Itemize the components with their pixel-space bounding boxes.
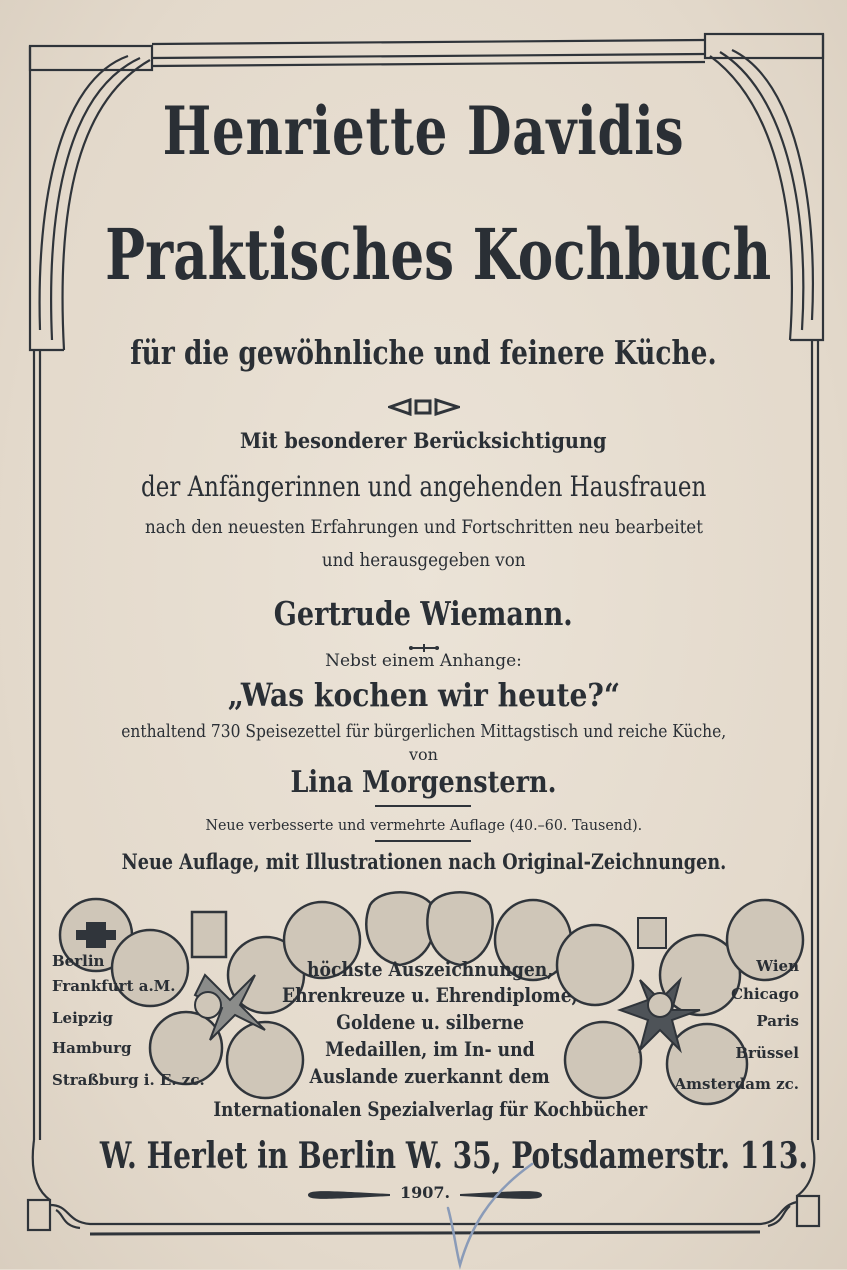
edited-line-1: nach den neuesten Erfahrungen und Fortschritten neu bearbeitet [144,516,703,538]
illustration-note: Neue Auflage, mit Illustrationen nach Original-Zeichnungen. [121,849,726,874]
consideration-line-1: Mit besonderer Berücksichtigung [240,428,607,453]
awards-line: Medaillen, im In- und [325,1037,535,1061]
city-right: Chicago [731,985,799,1003]
editor-name: Gertrude Wiemann. [274,594,573,633]
awards-line: Auslande zuerkannt dem [309,1064,551,1088]
awards-publisher-line: Internationalen Spezialverlag für Kochbücher [213,1097,647,1121]
appendix-author: Lina Morgenstern. [290,765,557,800]
consideration-line-2: der Anfängerinnen und angehenden Hausfrauen [140,470,707,503]
awards-line: Goldene u. silberne [336,1010,524,1034]
edited-line-2: und herausgegeben von [321,549,526,571]
awards-line: Ehrenkreuze u. Ehrendiplome, [282,983,578,1007]
appendix-by: von [409,745,438,764]
city-right: Brüssel [735,1044,799,1062]
book-title: Praktisches Kochbuch [105,213,772,296]
appendix-title: „Was kochen wir heute?“ [227,676,620,714]
city-right: Amsterdam zc. [674,1075,799,1093]
author-title: Henriette Davidis [162,92,685,170]
city-left: Hamburg [52,1039,132,1057]
city-left: Straßburg i. E. zc. [52,1071,205,1089]
appendix-intro: Nebst einem Anhange: [325,651,522,671]
city-left: Berlin [52,952,105,970]
pencil-checkmark-icon [440,1160,540,1270]
city-right: Paris [756,1012,799,1030]
city-right: Wien [756,957,799,975]
appendix-description: enthaltend 730 Speisezettel für bürgerlichen Mittagstisch und reiche Küche, [121,721,726,742]
publisher-address: W. Herlet in Berlin W. 35, Potsdamerstr. 113. [99,1135,809,1177]
city-left: Leipzig [52,1009,113,1027]
edition-note: Neue verbesserte und vermehrte Auflage (40.–60. Tausend). [205,816,642,834]
city-left: Frankfurt a.M. [52,977,176,995]
awards-line: höchste Auszeichnungen, [306,957,554,981]
subtitle: für die gewöhnliche und feinere Küche. [130,333,717,372]
publication-year: 1907. [399,1183,451,1202]
